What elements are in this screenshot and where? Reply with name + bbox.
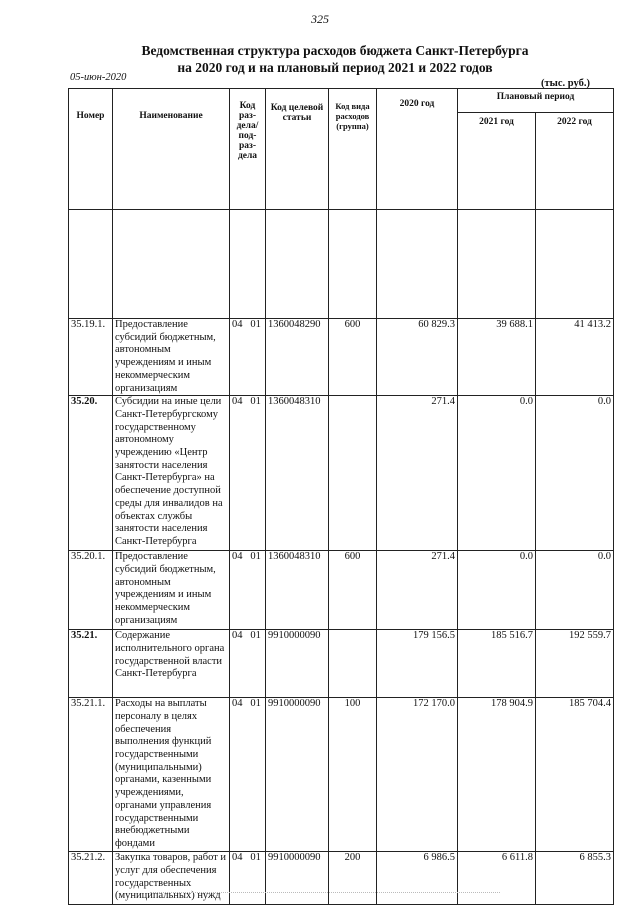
header-2020: 2020 год [377,89,458,210]
row-expense: 600 [329,319,377,396]
row-section-code: 04 [232,630,243,642]
row-number: 35.20.1. [69,551,113,630]
row-2020: 60 829.3 [377,319,458,396]
row-section [230,551,266,630]
table-row [69,551,614,630]
row-target: 1360048310 [266,551,329,630]
table-row [69,319,614,396]
page-footer-line [150,892,500,897]
title-line-1: Ведомственная структура расходов бюджета Санкт-Петербурга [141,43,529,58]
row-name: Субсидии на иные цели Санкт-Петербургскому государственному автономному учреждению «Центр занятости населения Санкт-Петербурга» на обеспечение доступной среды для инвалидов на объектах службы занятости населения Санкт-Петербурга [113,396,230,551]
header-target: Код целевой статьи [266,89,329,210]
row-target: 1360048290 [266,319,329,396]
row-section [230,319,266,396]
row-2020: 172 170.0 [377,698,458,852]
row-2021: 0.0 [458,396,536,551]
row-expense: 600 [329,551,377,630]
header-planned-period: Плановый период [458,89,614,113]
row-section-code: 04 [232,396,243,408]
row-2021: 0.0 [458,551,536,630]
header-section: Код раз- дела/ под- раз- дела [230,89,266,210]
row-number: 35.21.2. [69,852,113,905]
row-2022: 192 559.7 [536,630,614,698]
row-number: 35.20. [69,396,113,551]
row-2021: 178 904.9 [458,698,536,852]
row-name: Предоставление субсидий бюджетным, автономным учреждениям и иным некоммерческим организациям [113,551,230,630]
row-subsection-code: 01 [250,551,261,563]
row-2020: 179 156.5 [377,630,458,698]
row-target: 1360048310 [266,396,329,551]
row-section [230,630,266,698]
row-2020: 271.4 [377,396,458,551]
row-expense: 200 [329,852,377,905]
header-name: Наименование [113,89,230,210]
row-name: Предоставление субсидий бюджетным, автономным учреждениям и иным некоммерческим организациям [113,319,230,396]
document-date: 05-июн-2020 [70,72,127,83]
row-section [230,396,266,551]
row-2021: 185 516.7 [458,630,536,698]
row-subsection-code: 01 [250,852,261,864]
row-number: 35.21.1. [69,698,113,852]
header-row-1 [69,89,614,113]
budget-table [68,88,614,905]
header-number: Номер [69,89,113,210]
header-expense-type: Код вида расходов (группа) [329,89,377,210]
row-2022: 0.0 [536,396,614,551]
row-name: Расходы на выплаты персоналу в целях обеспечения выполнения функций государственными (муниципальными) органами, казенными учреждениями, органами управления государственными внебюджетными фондами [113,698,230,852]
page-number: 325 [311,12,329,26]
row-subsection-code: 01 [250,396,261,408]
header-2022: 2022 год [536,113,614,210]
table-row [69,630,614,698]
row-section [230,698,266,852]
row-2021: 39 688.1 [458,319,536,396]
table-row [69,698,614,852]
row-name: Закупка товаров, работ и услуг для обеспечения государственных (муниципальных) нужд [113,852,230,905]
row-2022: 41 413.2 [536,319,614,396]
row-target: 9910000090 [266,630,329,698]
row-expense [329,396,377,551]
row-2022: 6 855.3 [536,852,614,905]
row-expense [329,630,377,698]
row-subsection-code: 01 [250,698,261,710]
row-expense: 100 [329,698,377,852]
row-number: 35.21. [69,630,113,698]
row-2021: 6 611.8 [458,852,536,905]
row-section-code: 04 [232,852,243,864]
row-2022: 0.0 [536,551,614,630]
row-subsection-code: 01 [250,630,261,642]
row-name: Содержание исполнительного органа государственной власти Санкт-Петербурга [113,630,230,698]
row-target: 9910000090 [266,698,329,852]
row-section-code: 04 [232,551,243,563]
table-row [69,396,614,551]
row-2022: 185 704.4 [536,698,614,852]
title-line-2: на 2020 год и на плановый период 2021 и 2022 годов [177,60,493,75]
row-2020: 271.4 [377,551,458,630]
units-label: (тыс. руб.) [541,78,590,89]
row-target: 9910000090 [266,852,329,905]
row-subsection-code: 01 [250,319,261,330]
document-title [100,42,570,76]
row-section-code: 04 [232,698,243,710]
row-2020: 6 986.5 [377,852,458,905]
spacer-row [69,210,614,319]
row-section-code: 04 [232,319,243,330]
header-2021: 2021 год [458,113,536,210]
row-number: 35.19.1. [69,319,113,396]
